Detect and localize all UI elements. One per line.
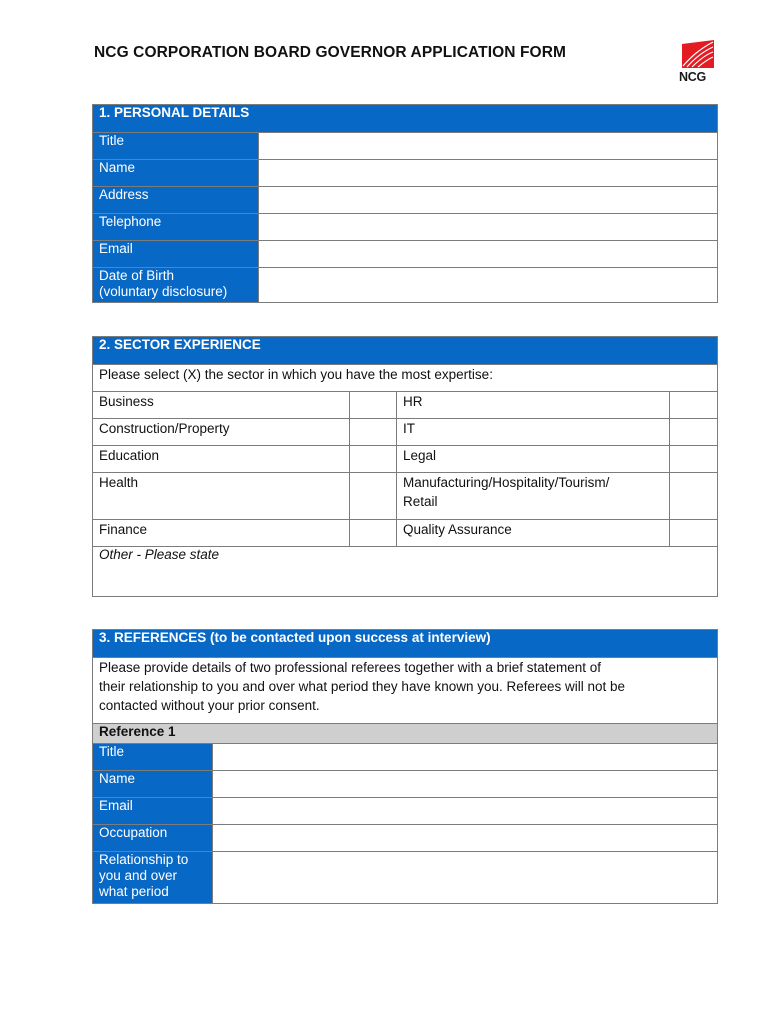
name-label: Name [93, 160, 259, 187]
sector-label: Health [93, 473, 350, 520]
telephone-field[interactable] [259, 214, 718, 241]
sector-label: Legal [397, 446, 670, 473]
ref-relationship-field[interactable] [213, 852, 718, 904]
sector-checkbox-finance[interactable] [350, 520, 397, 547]
ref-email-field[interactable] [213, 798, 718, 825]
ref-title-label: Title [93, 744, 213, 771]
dob-field[interactable] [259, 268, 718, 303]
sector-label: IT [397, 419, 670, 446]
other-sector-label: Other - Please state [99, 547, 220, 562]
sector-experience-table [92, 336, 718, 597]
sector-instruction: Please select (X) the sector in which you have the most expertise: [93, 365, 718, 392]
sector-experience-heading: 2. SECTOR EXPERIENCE [93, 337, 718, 365]
sector-checkbox-manufacturing[interactable] [670, 473, 718, 520]
instruction-line: Please provide details of two professional referees together with a brief statement of [99, 660, 602, 675]
title-label: Title [93, 133, 259, 160]
references-heading: 3. REFERENCES (to be contacted upon success at interview) [93, 630, 718, 658]
other-sector-field[interactable] [93, 547, 718, 597]
sector-checkbox-legal[interactable] [670, 446, 718, 473]
relationship-line: Relationship to [99, 852, 189, 867]
instruction-line: contacted without your prior consent. [99, 698, 320, 713]
ref-name-label: Name [93, 771, 213, 798]
logo-text: NCG [679, 70, 706, 84]
form-title: NCG CORPORATION BOARD GOVERNOR APPLICATION FORM [94, 44, 566, 61]
address-field[interactable] [259, 187, 718, 214]
sector-checkbox-health[interactable] [350, 473, 397, 520]
sector-label: Education [93, 446, 350, 473]
ref-occupation-label: Occupation [93, 825, 213, 852]
telephone-label: Telephone [93, 214, 259, 241]
address-label: Address [93, 187, 259, 214]
relationship-line: what period [99, 884, 169, 899]
instruction-line: their relationship to you and over what period they have known you. Referees will not be [99, 679, 626, 694]
dob-label-line1: Date of Birth [99, 268, 175, 283]
sector-label: HR [397, 392, 670, 419]
ref-relationship-label [93, 852, 213, 904]
reference-1-subheading: Reference 1 [93, 724, 718, 744]
sector-checkbox-construction[interactable] [350, 419, 397, 446]
sector-checkbox-business[interactable] [350, 392, 397, 419]
email-field[interactable] [259, 241, 718, 268]
sector-label-manufacturing [397, 473, 670, 520]
ref-occupation-field[interactable] [213, 825, 718, 852]
sector-label: Finance [93, 520, 350, 547]
sector-checkbox-hr[interactable] [670, 392, 718, 419]
references-table [92, 629, 718, 904]
email-label: Email [93, 241, 259, 268]
relationship-line: you and over [99, 868, 178, 883]
references-instruction [93, 658, 718, 724]
name-field[interactable] [259, 160, 718, 187]
sector-label: Quality Assurance [397, 520, 670, 547]
sector-label-line2: Retail [403, 494, 438, 509]
sector-checkbox-quality-assurance[interactable] [670, 520, 718, 547]
personal-details-heading: 1. PERSONAL DETAILS [93, 105, 718, 133]
sector-checkbox-education[interactable] [350, 446, 397, 473]
ref-name-field[interactable] [213, 771, 718, 798]
ref-title-field[interactable] [213, 744, 718, 771]
title-field[interactable] [259, 133, 718, 160]
sector-checkbox-it[interactable] [670, 419, 718, 446]
dob-label-line2: (voluntary disclosure) [99, 284, 228, 299]
sector-label: Construction/Property [93, 419, 350, 446]
sector-label-line1: Manufacturing/Hospitality/Tourism/ [403, 475, 610, 490]
sector-label: Business [93, 392, 350, 419]
dob-label [93, 268, 259, 303]
ref-email-label: Email [93, 798, 213, 825]
personal-details-table [92, 104, 718, 303]
